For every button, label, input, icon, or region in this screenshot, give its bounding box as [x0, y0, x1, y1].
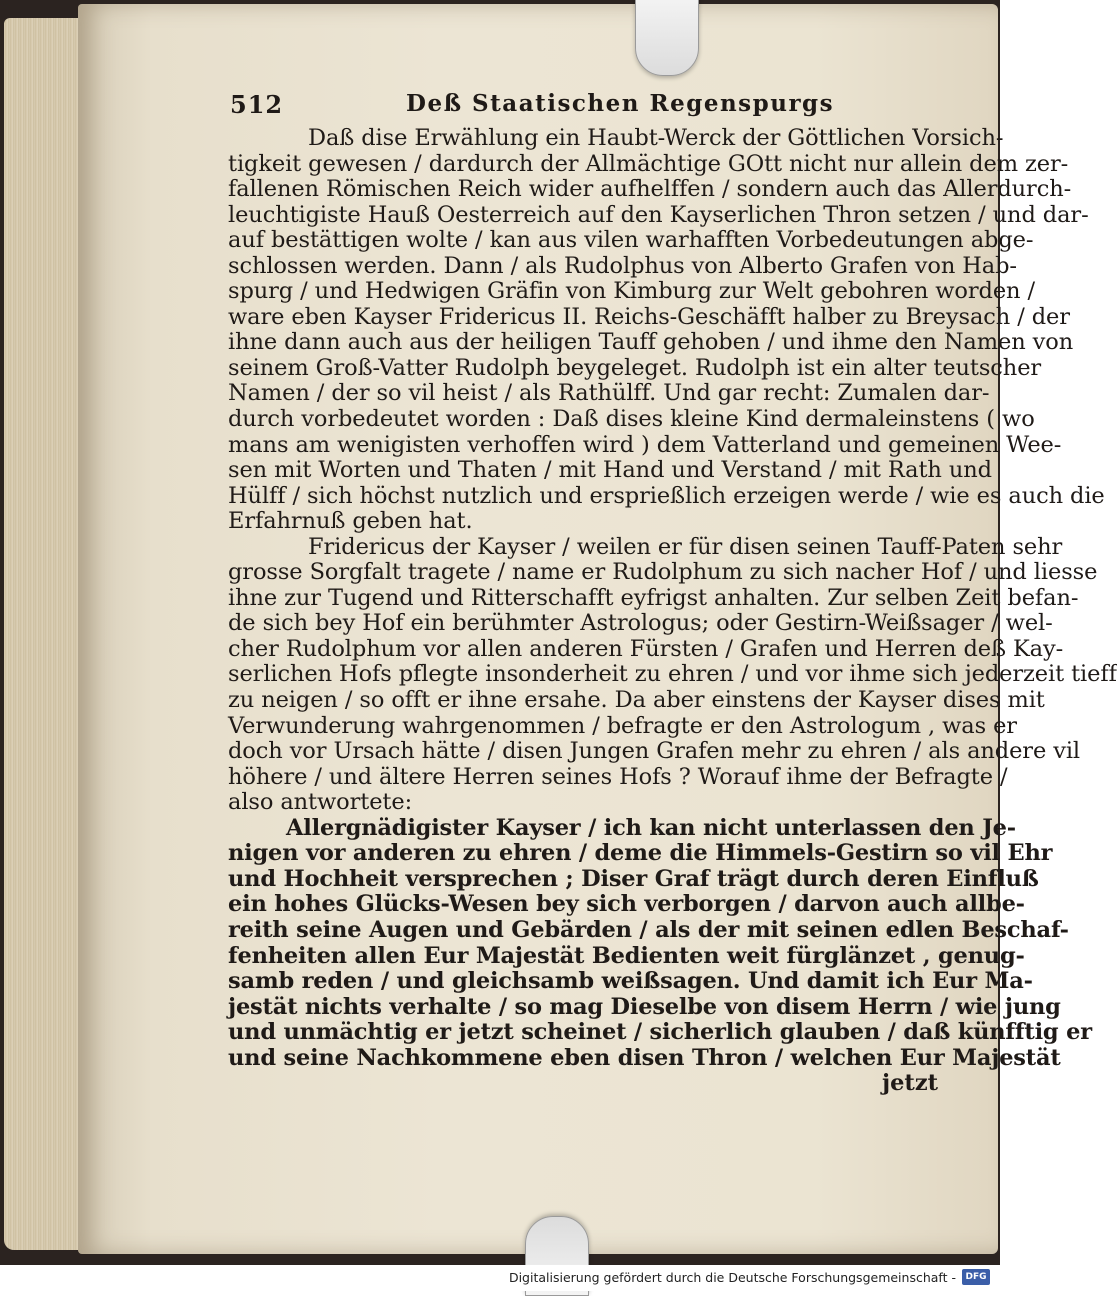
- catchword: jetzt: [881, 1070, 938, 1097]
- text-line: Verwunderung wahrgenommen / befragte er den Astrologum , was er: [228, 712, 1017, 739]
- text-line: zu neigen / so offt er ihne ersahe. Da aber einstens der Kayser dises mit: [228, 687, 1045, 714]
- body-text: [228, 125, 1117, 816]
- text-line: ihne dann auch aus der heiligen Tauff gehoben / und ihme den Namen von: [228, 329, 1074, 356]
- text-line: also antwortete:: [228, 789, 413, 816]
- page-text: [228, 88, 1117, 1097]
- text-line: tigkeit gewesen / dardurch der Allmächtige GOtt nicht nur allein dem zer-: [228, 150, 1069, 177]
- text-line: mans am wenigisten verhoffen wird ) dem Vatterland und gemeinen Wee-: [228, 431, 1062, 458]
- text-line: doch vor Ursach hätte / disen Jungen Grafen mehr zu ehren / als andere vil: [228, 738, 1081, 765]
- quote-line: jestät nichts verhalte / so mag Dieselbe von disem Herrn / wie jung: [228, 993, 1061, 1020]
- text-line: ware eben Kayser Fridericus II. Reichs-Geschäfft halber zu Breysach / der: [228, 303, 1070, 330]
- text-line: fallenen Römischen Reich wider aufhelffen / sondern auch das Allerdurch-: [228, 176, 1072, 203]
- page-header: [228, 88, 950, 122]
- text-line: spurg / und Hedwigen Gräfin von Kimburg zur Welt gebohren worden /: [228, 278, 1035, 305]
- text-line: seinem Groß-Vatter Rudolph beygeleget. Rudolph ist ein alter teutscher: [228, 354, 1042, 381]
- text-line: Erfahrnuß geben hat.: [228, 508, 473, 535]
- text-line: cher Rudolphum vor allen anderen Fürsten / Grafen und Herren deß Kay-: [228, 635, 1064, 662]
- quote-line: ein hohes Glücks-Wesen bey sich verborgen / darvon auch allbe-: [228, 891, 1025, 918]
- quote-line: und unmächtig er jetzt scheinet / sicherlich glauben / daß künfftig er: [228, 1019, 1092, 1046]
- text-line: sen mit Worten und Thaten / mit Hand und Verstand / mit Rath und: [228, 457, 992, 484]
- quote-line: und seine Nachkommene eben disen Thron / welchen Eur Majestät: [228, 1044, 1061, 1071]
- quote-line: und Hochheit versprechen ; Diser Graf trägt durch deren Einfluß: [228, 865, 1039, 892]
- text-line: serlichen Hofs pflegte insonderheit zu ehren / und vor ihme sich jederzeit tieff: [228, 661, 1117, 688]
- quote-line: nigen vor anderen zu ehren / deme die Himmels-Gestirn so vil Ehr: [228, 840, 1053, 867]
- text-line: Daß dise Erwählung ein Haubt-Werck der Göttlichen Vorsich-: [308, 125, 1004, 151]
- text-line: schlossen werden. Dann / als Rudolphus von Alberto Grafen von Hab-: [228, 252, 1017, 279]
- funding-credit: Digitalisierung gefördert durch die Deutsche Forschungsgemeinschaft -: [508, 1270, 956, 1285]
- text-line: auf bestättigen wolte / kan aus vilen warhafften Vorbedeutungen abge-: [228, 227, 1034, 254]
- text-line: Namen / der so vil heist / als Rathülff. Und gar recht: Zumalen dar-: [228, 380, 990, 407]
- dfg-logo: [962, 1269, 990, 1285]
- text-line: ihne zur Tugend und Ritterschafft eyfrigst anhalten. Zur selben Zeit befan-: [228, 584, 1079, 611]
- quote-line: reith seine Augen und Gebärden / als der mit seinen edlen Beschaf-: [228, 916, 1069, 943]
- text-line: Fridericus der Kayser / weilen er für disen seinen Tauff-Paten sehr: [308, 533, 1063, 560]
- text-line: höhere / und ältere Herren seines Hofs ? Worauf ihme der Befragte /: [228, 763, 1008, 790]
- text-line: grosse Sorgfalt tragete / name er Rudolphum zu sich nacher Hof / und liesse: [228, 559, 1098, 586]
- quote-line: Allergnädigister Kayser / ich kan nicht unterlassen den Je-: [286, 814, 1016, 841]
- quote-line: samb reden / und gleichsamb weißsagen. Und damit ich Eur Ma-: [228, 968, 1033, 995]
- page-number: 512: [230, 90, 284, 119]
- dfg-logo-text: DFG: [965, 1272, 987, 1282]
- book-clamp-top: [635, 0, 699, 76]
- text-line: de sich bey Hof ein berühmter Astrologus; oder Gestirn-Weißsager / wel-: [228, 610, 1053, 637]
- text-line: leuchtigiste Hauß Oesterreich auf den Kayserlichen Thron setzen / und dar-: [228, 201, 1089, 228]
- text-line: Hülff / sich höchst nutzlich und ersprießlich erzeigen werde / wie es auch die: [228, 482, 1105, 509]
- text-line: durch vorbedeutet worden : Daß dises kleine Kind dermaleinstens ( wo: [228, 406, 1035, 433]
- quote-line: fenheiten allen Eur Majestät Bedienten weit fürglänzet , genug-: [228, 942, 1025, 969]
- running-head: Deß Staatischen Regenspurgs: [406, 90, 835, 117]
- quoted-speech: [228, 814, 1092, 1071]
- footer-bar: [0, 1265, 1000, 1291]
